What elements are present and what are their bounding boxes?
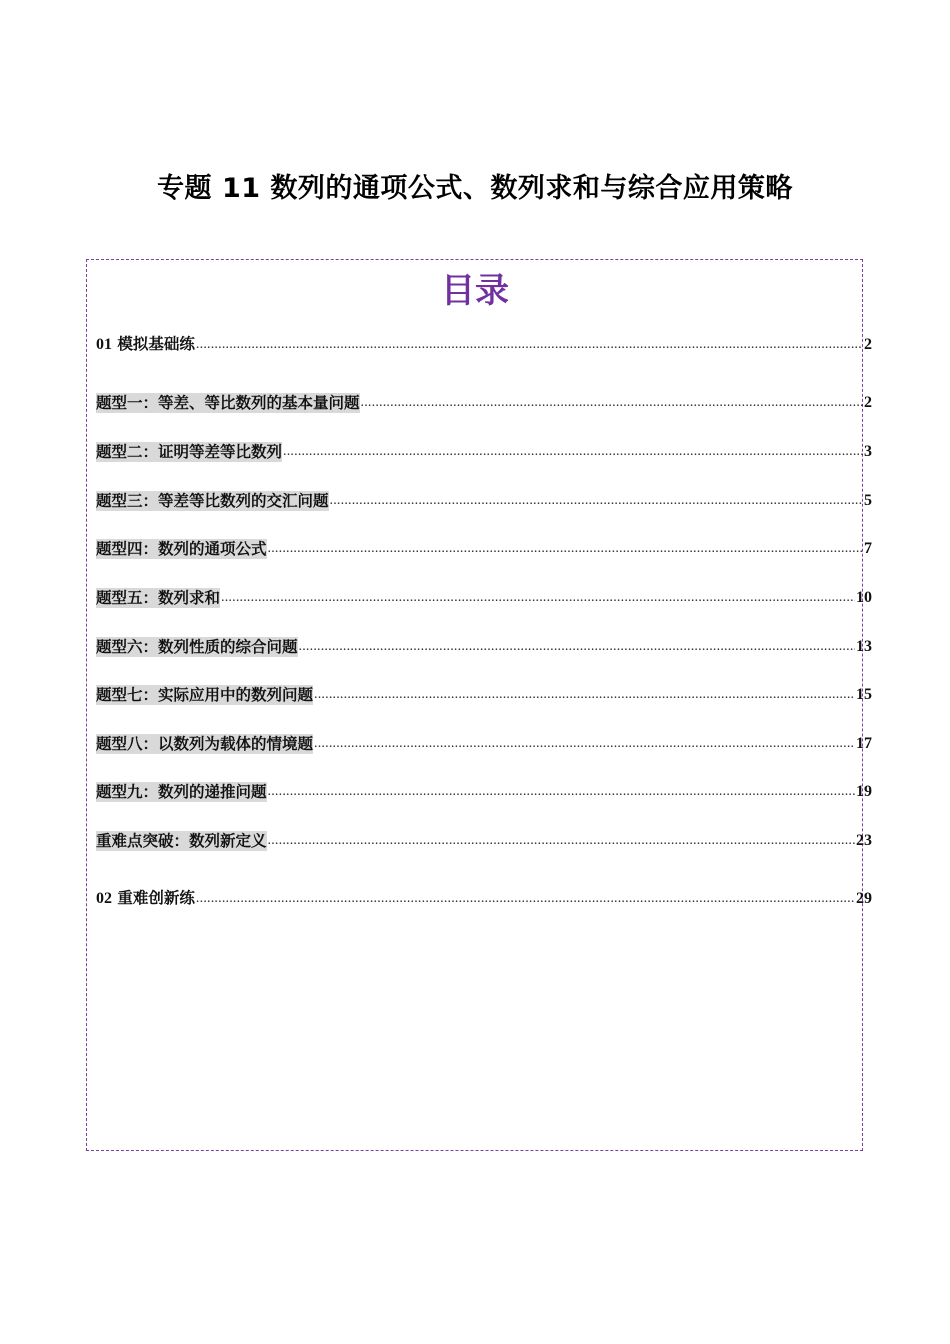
toc-entry-label: 重难点突破：数列新定义 xyxy=(96,832,267,850)
toc-page-number: 5 xyxy=(864,492,872,509)
toc-entry-label: 题型七：实际应用中的数列问题 xyxy=(96,686,314,704)
toc-entry-type-3[interactable] xyxy=(96,489,872,511)
toc-entry-innovation-practice[interactable] xyxy=(96,887,872,909)
toc-page-number: 2 xyxy=(864,394,872,411)
toc-entry-type-8[interactable] xyxy=(96,732,872,754)
toc-entry-label: 题型三：等差等比数列的交汇问题 xyxy=(96,492,329,510)
toc-entry-label: 题型四：数列的通项公式 xyxy=(96,540,267,558)
toc-page-number: 2 xyxy=(864,336,872,353)
toc-leader-dots xyxy=(283,442,863,462)
toc-heading: 目录 xyxy=(441,271,509,311)
toc-entry-label: 题型六：数列性质的综合问题 xyxy=(96,638,298,656)
document-title: 专题 11 数列的通项公式、数列求和与综合应用策略 xyxy=(157,173,793,204)
toc-leader-dots xyxy=(299,637,855,657)
toc-entry-label: 题型八：以数列为载体的情境题 xyxy=(96,735,314,753)
toc-leader-dots xyxy=(330,491,863,511)
toc-page-number: 13 xyxy=(856,638,872,655)
toc-entry-type-9[interactable] xyxy=(96,780,872,802)
toc-entry-type-6[interactable] xyxy=(96,635,872,657)
toc-leader-dots xyxy=(221,588,855,608)
toc-entry-label: 题型五：数列求和 xyxy=(96,589,221,607)
toc-entry-label: 01 模拟基础练 xyxy=(96,335,195,353)
toc-page-number: 29 xyxy=(856,890,872,907)
toc-leader-dots xyxy=(361,393,863,413)
toc-entry-type-4[interactable] xyxy=(96,537,872,559)
toc-entry-label: 02 重难创新练 xyxy=(96,889,195,907)
toc-entry-key-breakthrough[interactable] xyxy=(96,829,872,851)
toc-page-number: 10 xyxy=(856,589,872,606)
toc-leader-dots xyxy=(196,889,855,909)
toc-page-number: 15 xyxy=(856,686,872,703)
toc-page-number: 7 xyxy=(864,540,872,557)
toc-page-number: 17 xyxy=(856,735,872,752)
toc-leader-dots xyxy=(314,734,855,754)
toc-entry-type-5[interactable] xyxy=(96,586,872,608)
toc-leader-dots xyxy=(314,685,855,705)
toc-entry-type-7[interactable] xyxy=(96,683,872,705)
toc-entry-label: 题型二：证明等差等比数列 xyxy=(96,443,283,461)
toc-page-number: 19 xyxy=(856,783,872,800)
toc-entry-label: 题型一：等差、等比数列的基本量问题 xyxy=(96,394,360,412)
toc-entry-basic-practice[interactable] xyxy=(96,333,872,355)
toc-leader-dots xyxy=(268,539,863,559)
toc-page-number: 23 xyxy=(856,832,872,849)
toc-entry-type-2[interactable] xyxy=(96,440,872,462)
toc-leader-dots xyxy=(196,335,863,355)
toc-page-number: 3 xyxy=(864,443,872,460)
toc-leader-dots xyxy=(268,782,855,802)
toc-entry-label: 题型九：数列的递推问题 xyxy=(96,783,267,801)
toc-entry-type-1[interactable] xyxy=(96,391,872,413)
toc-leader-dots xyxy=(268,831,855,851)
